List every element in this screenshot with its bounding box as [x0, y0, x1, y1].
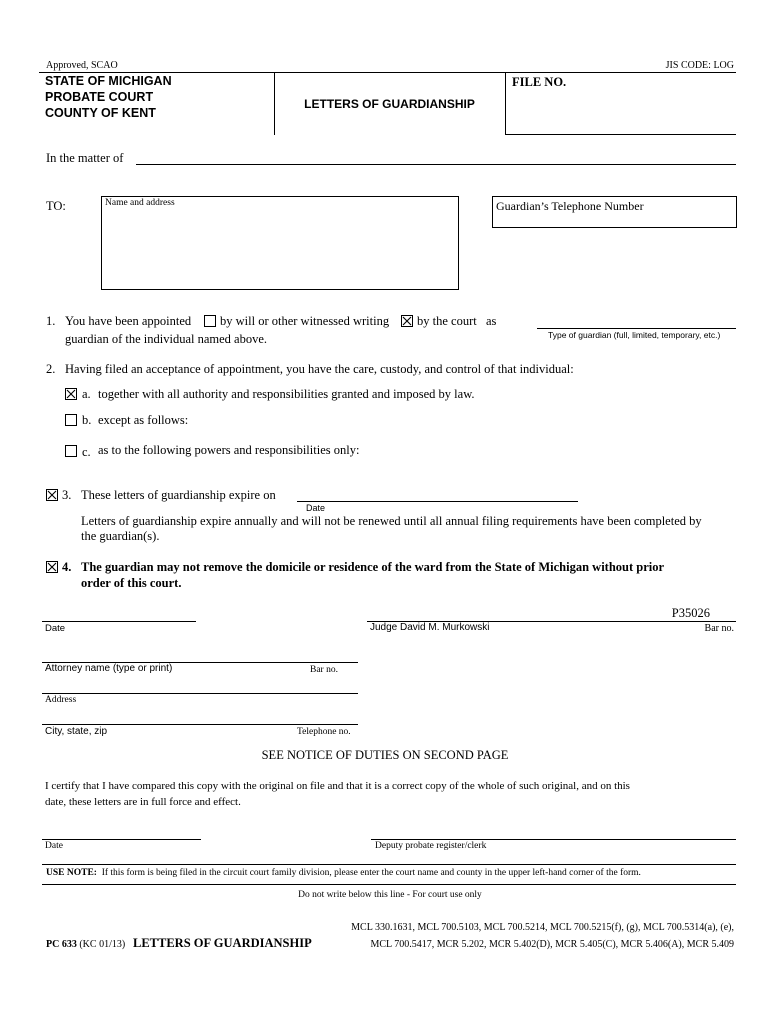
- matter-field[interactable]: [138, 146, 734, 164]
- guardian-type-line: [537, 328, 736, 329]
- item4-line2: order of this court.: [81, 576, 182, 590]
- name-address-label: Name and address: [105, 198, 175, 208]
- state-name: STATE OF MICHIGAN: [45, 74, 172, 88]
- attorney-phone-label: Telephone no.: [297, 727, 351, 737]
- check-x-icon: [47, 562, 57, 572]
- deputy-signature-line: [371, 839, 736, 840]
- file-no-bottom-rule: [505, 134, 736, 135]
- jis-code: JIS CODE: LOG: [665, 60, 734, 71]
- court-name: PROBATE COURT: [45, 90, 154, 104]
- expire-date-line: [297, 501, 578, 502]
- appointed-by-will-label: by will or other witnessed writing: [220, 314, 390, 328]
- file-no-label: FILE NO.: [512, 75, 567, 89]
- item1-number: 1.: [46, 314, 56, 328]
- judge-bar-number: P35026: [671, 606, 710, 620]
- use-note: [46, 868, 641, 878]
- mcl-line2: MCL 700.5417, MCR 5.202, MCR 5.402(D), MCR 5.405(C), MCR 5.406(A), MCR 5.409: [370, 939, 734, 950]
- matter-label: In the matter of: [46, 151, 124, 165]
- item2b-letter: b.: [82, 413, 92, 427]
- judge-name: Judge David M. Murkowski: [370, 622, 490, 633]
- item1-line2: guardian of the individual named above.: [65, 332, 268, 346]
- notice-of-duties: SEE NOTICE OF DUTIES ON SECOND PAGE: [261, 748, 509, 762]
- certify-line2: date, these letters are in full force and effect.: [45, 796, 241, 808]
- guardian-phone-label: Guardian’s Telephone Number: [496, 199, 644, 213]
- item2-number: 2.: [46, 362, 56, 376]
- use-note-label: USE NOTE:: [46, 868, 97, 878]
- court-use-rule: [42, 884, 736, 885]
- check-x-icon: [47, 490, 57, 500]
- attorney-address-line: [42, 693, 358, 694]
- certify-date-line: [42, 839, 201, 840]
- attorney-bar-no-label: Bar no.: [310, 665, 338, 675]
- deputy-label: Deputy probate register/clerk: [375, 841, 487, 851]
- item2a-checkbox[interactable]: [65, 388, 77, 400]
- item4-number: 4.: [62, 560, 72, 574]
- judge-bar-no-label: Bar no.: [704, 623, 734, 634]
- matter-field-line: [136, 164, 736, 165]
- sign-date-line: [42, 621, 196, 622]
- attorney-city-label: City, state, zip: [45, 726, 108, 737]
- use-note-text: If this form is being filed in the circuit court family division, please enter the court name and county in the upper left-hand corner of the form.: [101, 868, 641, 878]
- item2c-checkbox[interactable]: [65, 445, 77, 457]
- item2c-letter: c.: [82, 445, 91, 459]
- item4-checkbox[interactable]: [46, 561, 58, 573]
- attorney-city-line: [42, 724, 358, 725]
- appointed-by-court-checkbox[interactable]: [401, 315, 413, 327]
- approved-scao: Approved, SCAO: [46, 60, 118, 71]
- guardian-phone-box[interactable]: [492, 196, 737, 228]
- expire-date-label: Date: [306, 503, 326, 513]
- footer-title: LETTERS OF GUARDIANSHIP: [133, 936, 312, 950]
- court-use-notice: Do not write below this line - For court use only: [298, 890, 482, 900]
- item3-text: These letters of guardianship expire on: [81, 488, 276, 502]
- item2a-letter: a.: [82, 387, 91, 401]
- appointed-by-will-checkbox[interactable]: [204, 315, 216, 327]
- check-x-icon: [66, 389, 76, 399]
- item3-line2: the guardian(s).: [81, 529, 160, 543]
- form-id-block: [46, 939, 125, 950]
- attorney-address-label: Address: [45, 695, 77, 705]
- sign-date-label: Date: [45, 623, 66, 634]
- item3-line1: Letters of guardianship expire annually and will not be renewed until all annual filing requirements have been completed by: [81, 514, 702, 528]
- to-label: TO:: [46, 199, 66, 213]
- certify-date-label: Date: [45, 841, 63, 851]
- file-no-field[interactable]: [512, 95, 732, 131]
- attorney-name-label: Attorney name (type or print): [45, 663, 173, 674]
- county-name: COUNTY OF KENT: [45, 106, 156, 120]
- item2-text: Having filed an acceptance of appointment, you have the care, custody, and control of that individual:: [65, 362, 574, 376]
- item1-text: You have been appointed: [65, 314, 192, 328]
- name-address-box[interactable]: [101, 196, 459, 290]
- appointed-by-court-label: by the court: [417, 314, 477, 328]
- guardian-type-field[interactable]: [539, 312, 735, 327]
- item4-line1: The guardian may not remove the domicile or residence of the ward from the State of Michigan without prior: [81, 560, 665, 574]
- item2a-text: together with all authority and responsibilities granted and imposed by law.: [98, 387, 475, 401]
- use-note-top-rule: [42, 864, 736, 865]
- expire-date-field[interactable]: [299, 485, 576, 500]
- guardian-type-label: Type of guardian (full, limited, temporary, etc.): [548, 330, 721, 340]
- form-revision: (KC 01/13): [79, 939, 126, 950]
- item2b-checkbox[interactable]: [65, 414, 77, 426]
- form-id: PC 633: [46, 939, 77, 950]
- item3-checkbox[interactable]: [46, 489, 58, 501]
- item1-as: as: [486, 314, 497, 328]
- item3-number: 3.: [62, 488, 72, 502]
- header-divider-2: [505, 72, 506, 135]
- item2c-text: as to the following powers and responsibilities only:: [98, 443, 360, 457]
- item2b-text: except as follows:: [98, 413, 189, 427]
- mcl-line1: MCL 330.1631, MCL 700.5103, MCL 700.5214, MCL 700.5215(f), (g), MCL 700.5314(a), (e),: [351, 922, 734, 933]
- check-x-icon: [402, 316, 412, 326]
- form-title: LETTERS OF GUARDIANSHIP: [304, 97, 475, 111]
- certify-line1: I certify that I have compared this copy with the original on file and that it is a correct copy of the whole of such original, and on this: [45, 780, 630, 792]
